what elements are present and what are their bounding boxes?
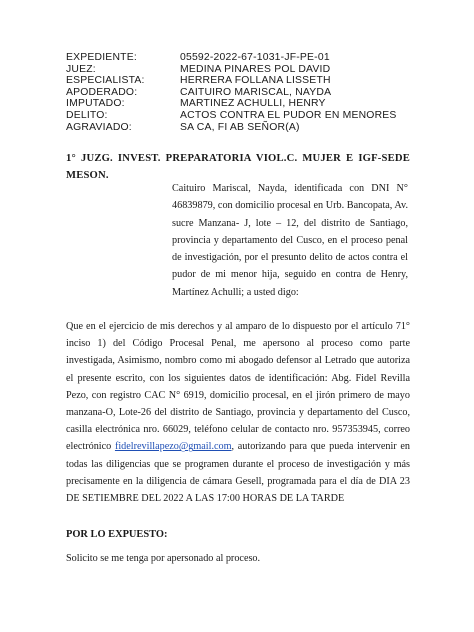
header-row-juez — [66, 64, 397, 76]
petitioner-paragraph: Caituiro Mariscal, Nayda, identificada con DNI N° 46839879, con domicilio procesal en Urb. Bancopata, Av. sucre Manzana- J, lote – 12, del distrito de Santiago, provincia y departamento del Cusco, en el proceso penal de investigación, por el presunto delito de actos contra el pudor de mi menor hija, seguido en contra de Henry, Martínez Achulli; a usted digo: — [172, 183, 408, 298]
header-label: APODERADO: — [66, 86, 138, 98]
header-row-especialista — [66, 75, 397, 87]
expuesto-heading: POR LO EXPUESTO: — [66, 529, 168, 540]
header-value: SA CA, FI AB SEÑOR(A) — [180, 121, 300, 133]
header-row-expediente — [66, 52, 397, 64]
email-link[interactable]: fidelrevillapezo@gmail.com — [114, 441, 232, 453]
header-label: EXPEDIENTE: — [66, 52, 137, 63]
body-paragraph — [66, 318, 410, 507]
court-heading: 1° JUZG. INVEST. PREPARATORIA VIOL.C. MUJER E IGF-SEDE MESON. — [66, 153, 410, 181]
header-value: 05592-2022-67-1031-JF-PE-01 — [180, 52, 330, 63]
header-label: JUEZ: — [66, 63, 96, 75]
body-text-after-email: , autorizando para que pueda intervenir en todas las diligencias que se programen durante el proceso de investigación y más precisamente en la diligencia de cámara Gesell, programada para el día de DIA 23 DE SETIEMBRE DEL 2022 A LAS 17:00 HORAS DE LA TARDE — [66, 441, 410, 505]
closing-request: Solicito se me tenga por apersonado al proceso. — [66, 553, 261, 564]
header-row-apoderado — [66, 87, 397, 99]
header-value: HERRERA FOLLANA LISSETH — [180, 75, 331, 87]
body-text-before-email: Que en el ejercicio de mis derechos y al amparo de lo dispuesto por el artículo 71° inciso 1) del Código Procesal Penal, me apersono al proceso como parte investigada, Asimismo, nombro como mi abogado defensor al Letrado que autoriza el presente escrito, con los siguientes datos de identificación: Abg. Fidel Revilla Pezo, con registro CAC N° 6919, domicilio procesal, en el jirón primero de mayo manzana-O, Lote-26 del distrito de Santiago, provincia y departamento del Cusco, casilla electrónica nro. 66029, teléfono celular de contacto nro. 957353945, correo electrónico — [66, 321, 410, 453]
header-value: MARTINEZ ACHULLI, HENRY — [180, 98, 326, 110]
header-value: CAITUIRO MARISCAL, NAYDA — [180, 86, 332, 98]
header-label: IMPUTADO: — [66, 98, 125, 110]
header-row-agraviado — [66, 122, 397, 134]
header-label: DELITO: — [66, 109, 108, 121]
header-value: ACTOS CONTRA EL PUDOR EN MENORES — [180, 109, 397, 121]
header-label: ESPECIALISTA: — [66, 75, 145, 87]
header-value: MEDINA PINARES POL DAVID — [180, 63, 331, 75]
case-header — [66, 52, 397, 133]
header-label: AGRAVIADO: — [66, 121, 132, 133]
header-row-delito — [66, 110, 397, 122]
header-row-imputado — [66, 98, 397, 110]
